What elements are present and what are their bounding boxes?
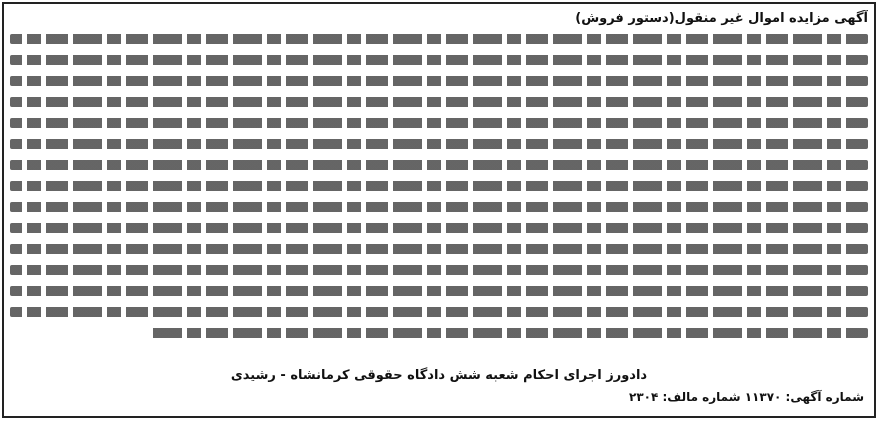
notice-footer xyxy=(10,390,868,408)
body-text-line xyxy=(10,76,868,86)
body-text-line xyxy=(150,328,868,338)
notice-heading: آگهی مزایده اموال غیر منقول(دستور فروش) xyxy=(575,11,868,26)
body-text-line xyxy=(10,118,868,128)
body-text-line xyxy=(10,286,868,296)
body-text-line xyxy=(10,307,868,317)
body-text-line xyxy=(10,244,868,254)
body-text-line xyxy=(10,202,868,212)
body-text-line xyxy=(10,139,868,149)
notice-body xyxy=(10,34,868,358)
notice-signature: دادورز اجرای احکام شعبه شش دادگاه حقوقی کرمانشاه - رشیدی xyxy=(230,368,648,383)
body-text-line xyxy=(10,223,868,233)
body-text-line xyxy=(10,160,868,170)
notice-frame xyxy=(2,2,876,418)
body-text-line xyxy=(10,34,868,44)
body-text-line xyxy=(10,97,868,107)
body-text-line xyxy=(10,265,868,275)
body-text-line xyxy=(10,55,868,65)
ad-number: شماره آگهی: ۱۱۳۷۰ شماره مالف: ۲۳۰۴ xyxy=(629,390,864,404)
body-text-line xyxy=(10,181,868,191)
notice-content xyxy=(10,10,868,410)
